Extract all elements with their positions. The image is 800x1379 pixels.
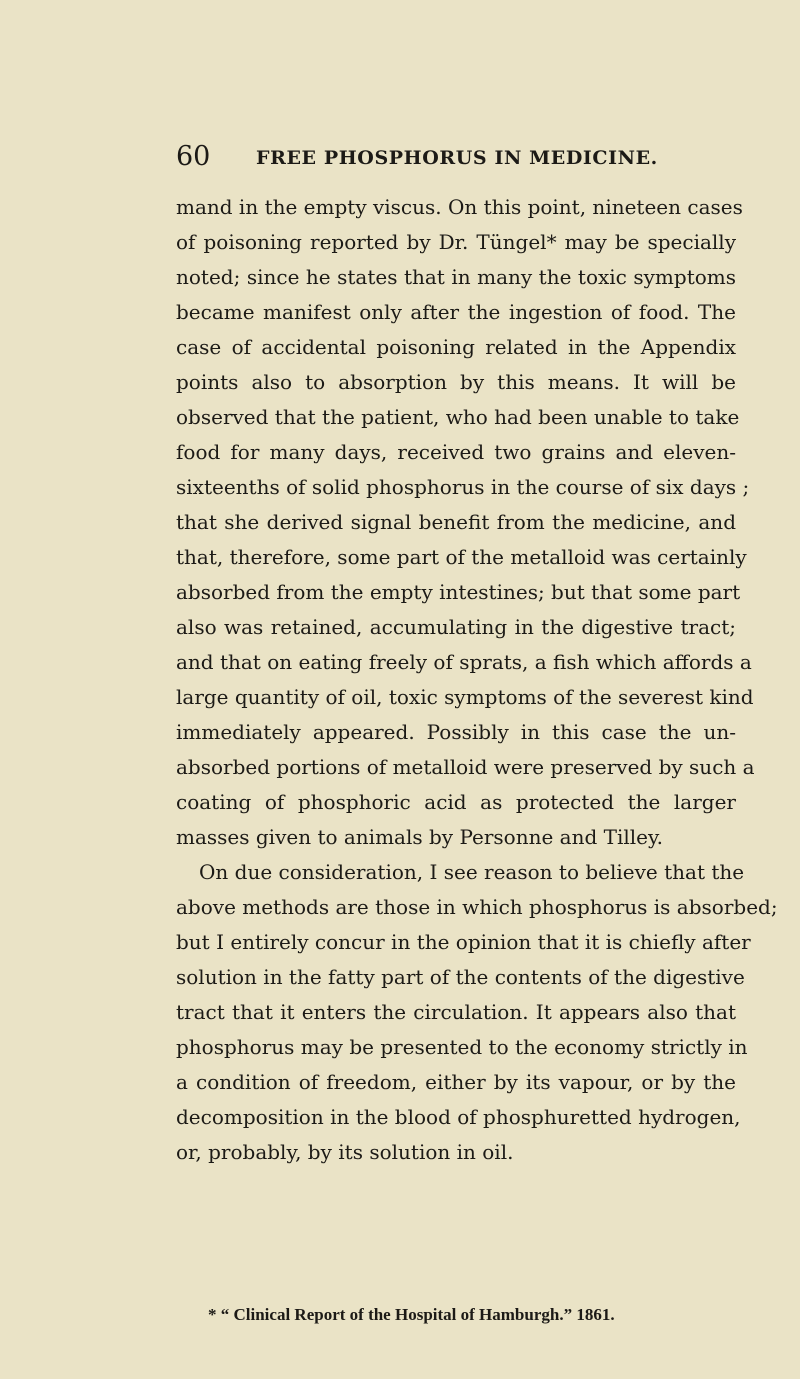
text-line: coating of phosphoric acid as protected the larger bbox=[176, 790, 736, 814]
text-line: phosphorus may be presented to the economy strictly in bbox=[176, 1035, 748, 1059]
text-line: tract that it enters the circulation. It appears also that bbox=[176, 1000, 736, 1024]
text-line: also was retained, accumulating in the digestive tract; bbox=[176, 615, 736, 639]
text-line: large quantity of oil, toxic symptoms of the severest kind bbox=[176, 685, 754, 709]
text-line: case of accidental poisoning related in the Appendix bbox=[176, 335, 736, 359]
text-line: sixteenths of solid phosphorus in the course of six days ; bbox=[176, 475, 750, 499]
text-line: became manifest only after the ingestion of food. The bbox=[176, 300, 736, 324]
text-line: observed that the patient, who had been unable to take bbox=[176, 405, 740, 429]
text-line: solution in the fatty part of the contents of the digestive bbox=[176, 965, 745, 989]
text-line: a condition of freedom, either by its vapour, or by the bbox=[176, 1070, 736, 1094]
text-line: that she derived signal benefit from the medicine, and bbox=[176, 510, 736, 534]
text-line: On due consideration, I see reason to believe that the bbox=[199, 860, 745, 884]
text-line: food for many days, received two grains and eleven- bbox=[176, 440, 736, 464]
text-line: immediately appeared. Possibly in this case the un- bbox=[176, 720, 736, 744]
text-line: mand in the empty viscus. On this point, nineteen cases bbox=[176, 195, 743, 219]
text-line: decomposition in the blood of phosphuretted hydrogen, bbox=[176, 1105, 741, 1129]
text-line: and that on eating freely of sprats, a fish which affords a bbox=[176, 650, 752, 674]
text-line: absorbed from the empty intestines; but that some part bbox=[176, 580, 741, 604]
text-line: absorbed portions of metalloid were preserved by such a bbox=[176, 755, 755, 779]
text-line: masses given to animals by Personne and Tilley. bbox=[176, 825, 663, 849]
text-line: of poisoning reported by Dr. Tüngel* may be specially bbox=[176, 230, 736, 254]
footnote: * “ Clinical Report of the Hospital of Hamburgh.” 1861. bbox=[208, 1305, 615, 1324]
text-line: that, therefore, some part of the metalloid was certainly bbox=[176, 545, 747, 569]
text-line: points also to absorption by this means. It will be bbox=[176, 370, 736, 394]
text-line: above methods are those in which phosphorus is absorbed; bbox=[176, 895, 778, 919]
page-number: 60 bbox=[176, 141, 211, 172]
running-head bbox=[176, 137, 736, 177]
running-title: FREE PHOSPHORUS IN MEDICINE. bbox=[256, 147, 658, 169]
text-line: or, probably, by its solution in oil. bbox=[176, 1140, 514, 1164]
text-line: but I entirely concur in the opinion that it is chiefly after bbox=[176, 930, 751, 954]
text-line: noted; since he states that in many the toxic symptoms bbox=[176, 265, 736, 289]
